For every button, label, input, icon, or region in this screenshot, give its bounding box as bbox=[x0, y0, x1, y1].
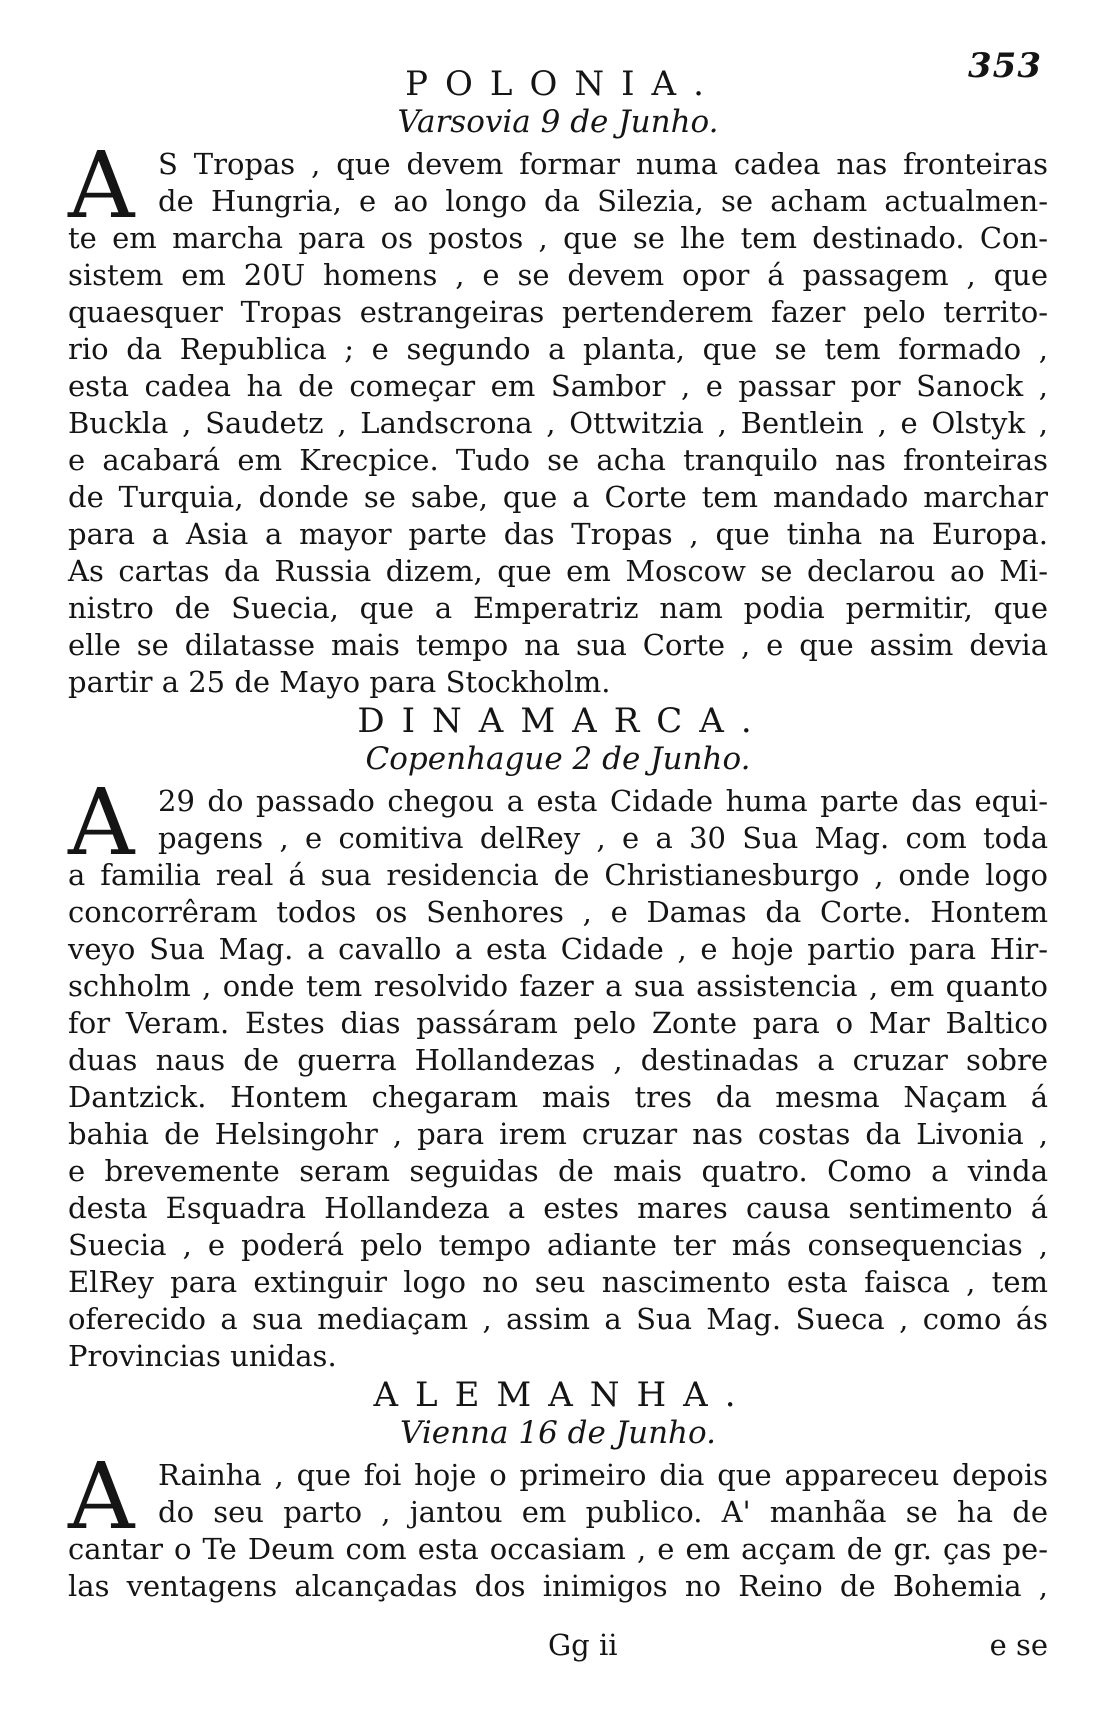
catchword: e se bbox=[989, 1628, 1048, 1662]
text-line: rio da Republica ; e segundo a planta, que se tem formado , bbox=[68, 332, 1048, 366]
article-polonia bbox=[68, 132, 1048, 701]
text-line: S Tropas , que devem formar numa cadea nas fronteiras bbox=[158, 147, 1048, 181]
text-line: a familia real á sua residencia de Christianesburgo , onde logo bbox=[68, 858, 1048, 892]
section-heading-alemanha: ALEMANHA. bbox=[373, 1375, 753, 1415]
text-line: elle se dilatasse mais tempo na sua Corte , e que assim devia bbox=[68, 628, 1048, 662]
drop-cap: A bbox=[68, 132, 135, 239]
text-line: para a Asia a mayor parte das Tropas , que tinha na Europa. bbox=[68, 517, 1048, 551]
text-line: concorrêram todos os Senhores , e Damas da Corte. Hontem bbox=[68, 895, 1048, 929]
text-line: las ventagens alcançadas dos inimigos no Reino de Bohemia , bbox=[68, 1569, 1048, 1603]
section-heading-dinamarca: DINAMARCA. bbox=[357, 701, 769, 741]
text-line: nistro de Suecia, que a Emperatriz nam podia permitir, que bbox=[68, 591, 1048, 625]
text-line: e acabará em Krecpice. Tudo se acha tranquilo nas fronteiras bbox=[68, 443, 1048, 477]
text-line: Buckla , Saudetz , Landscrona , Ottwitzia , Bentlein , e Olstyk , bbox=[68, 406, 1048, 440]
text-line: de Turquia, donde se sabe, que a Corte tem mandado marchar bbox=[68, 480, 1048, 514]
text-line: Provincias unidas. bbox=[68, 1339, 337, 1373]
text-line: sistem em 20U homens , e se devem opor á passagem , que bbox=[68, 258, 1048, 292]
dateline-vienna: Vienna 16 de Junho. bbox=[399, 1415, 716, 1451]
text-line: veyo Sua Mag. a cavallo a esta Cidade , e hoje partio para Hir- bbox=[68, 932, 1048, 966]
text-line: e brevemente seram seguidas de mais quatro. Como a vinda bbox=[68, 1154, 1048, 1188]
text-line: As cartas da Russia dizem, que em Moscow se declarou ao Mi- bbox=[68, 554, 1048, 588]
article-dinamarca bbox=[68, 769, 1048, 1375]
text-line: Rainha , que foi hoje o primeiro dia que appareceu depois bbox=[158, 1458, 1048, 1492]
text-line: Dantzick. Hontem chegaram mais tres da mesma Naçam á bbox=[68, 1080, 1048, 1114]
dateline-copenhague: Copenhague 2 de Junho. bbox=[365, 741, 751, 777]
text-line: bahia de Helsingohr , para irem cruzar nas costas da Livonia , bbox=[68, 1117, 1048, 1151]
text-line: ElRey para extinguir logo no seu nascimento esta faisca , tem bbox=[68, 1265, 1048, 1299]
text-line: 29 do passado chegou a esta Cidade huma parte das equi- bbox=[158, 784, 1048, 818]
text-line: pagens , e comitiva delRey , e a 30 Sua Mag. com toda bbox=[158, 821, 1048, 855]
text-line: esta cadea ha de começar em Sambor , e passar por Sanock , bbox=[68, 369, 1048, 403]
article-alemanha bbox=[68, 1443, 1048, 1605]
text-line: te em marcha para os postos , que se lhe tem destinado. Con- bbox=[68, 221, 1048, 255]
text-line: oferecido a sua mediaçam , assim a Sua Mag. Sueca , como ás bbox=[68, 1302, 1048, 1336]
drop-cap: A bbox=[68, 769, 135, 876]
text-line: quaesquer Tropas estrangeiras pertenderem fazer pelo territo- bbox=[68, 295, 1048, 329]
text-line: desta Esquadra Hollandeza a estes mares causa sentimento á bbox=[68, 1191, 1048, 1225]
page-number: 353 bbox=[968, 46, 1042, 86]
text-line: schholm , onde tem resolvido fazer a sua assistencia , em quanto bbox=[68, 969, 1048, 1003]
text-line: Suecia , e poderá pelo tempo adiante ter más consequencias , bbox=[68, 1228, 1048, 1262]
dateline-varsovia: Varsovia 9 de Junho. bbox=[397, 104, 719, 140]
drop-cap: A bbox=[68, 1443, 135, 1550]
text-line: duas naus de guerra Hollandezas , destinadas a cruzar sobre bbox=[68, 1043, 1048, 1077]
text-line: for Veram. Estes dias passáram pelo Zonte para o Mar Baltico bbox=[68, 1006, 1048, 1040]
section-heading-polonia: POLONIA. bbox=[405, 64, 721, 104]
signature-mark: Gg ii bbox=[548, 1628, 618, 1662]
text-line: de Hungria, e ao longo da Silezia, se acham actualmen- bbox=[158, 184, 1048, 218]
text-column bbox=[68, 64, 1048, 1605]
text-line: cantar o Te Deum com esta occasiam , e em acçam de gr. ças pe- bbox=[68, 1532, 1048, 1566]
text-line: partir a 25 de Mayo para Stockholm. bbox=[68, 665, 611, 699]
text-line: do seu parto , jantou em publico. A' manhãa se ha de bbox=[158, 1495, 1048, 1529]
